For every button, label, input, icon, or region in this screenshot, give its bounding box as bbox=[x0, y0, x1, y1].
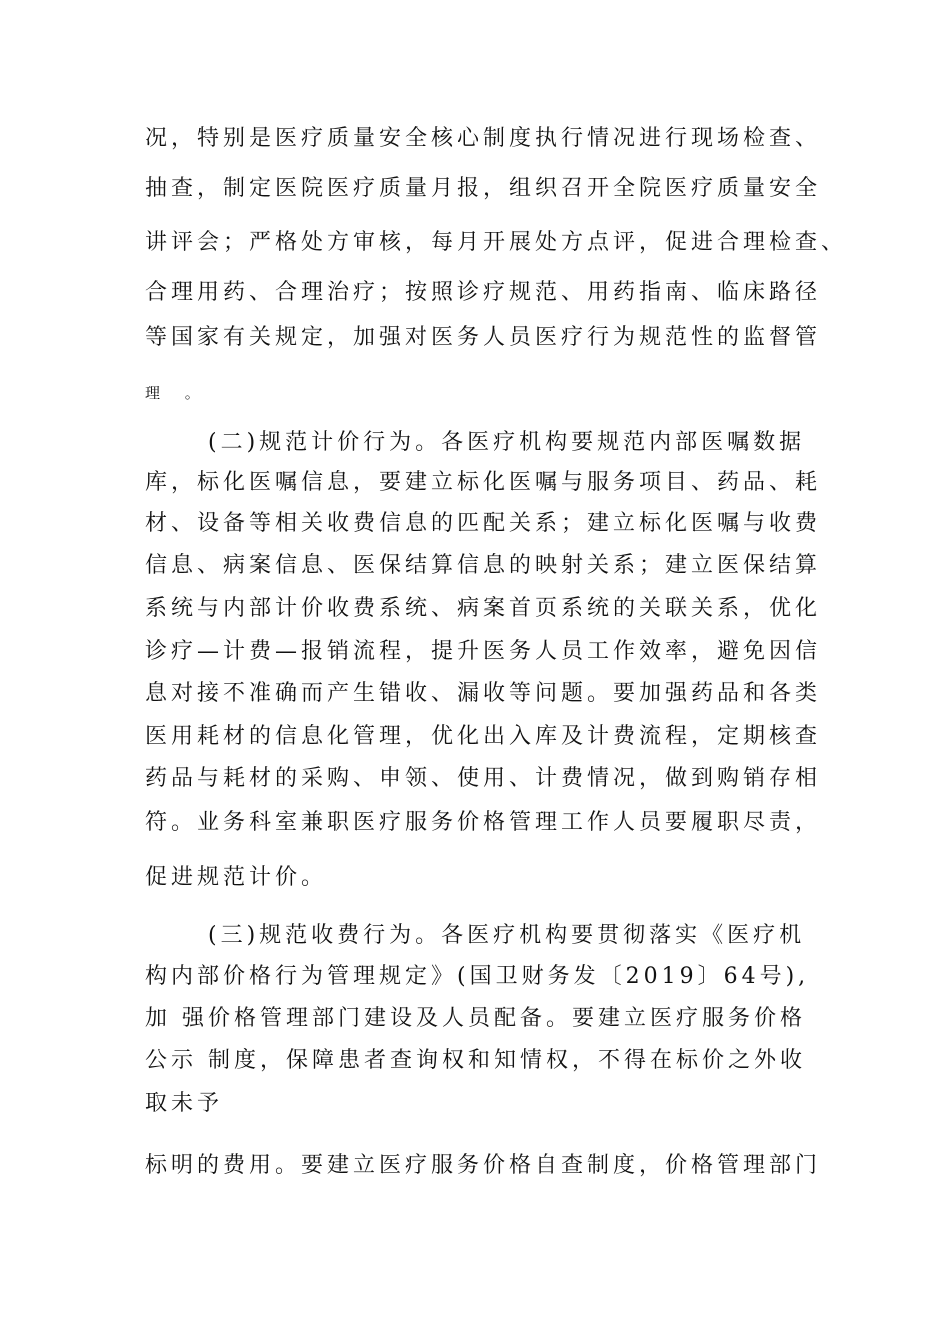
text-line: 加 强价格管理部门建设及人员配备。要建立医疗服务价格 bbox=[145, 1006, 806, 1031]
text-line: 材、设备等相关收费信息的匹配关系；建立标化医嘱与收费 bbox=[145, 511, 822, 536]
text-line: 信息、病案信息、医保结算信息的映射关系；建立医保结算 bbox=[145, 553, 822, 578]
text-line: 公示 制度，保障患者查询权和知情权，不得在标价之外收 bbox=[145, 1048, 806, 1073]
text-line: 取未予 bbox=[145, 1091, 224, 1116]
text-line: 标明的费用。要建立医疗服务价格自查制度，价格管理部门 bbox=[145, 1153, 822, 1178]
paragraph-heading: (二)规范计价行为。各医疗机构要规范内部医嘱数据 bbox=[208, 430, 806, 455]
text-line: 抽查，制定医院医疗质量月报，组织召开全院医疗质量安全 bbox=[145, 176, 822, 201]
text-line: 况，特别是医疗质量安全核心制度执行情况进行现场检查、 bbox=[145, 126, 822, 151]
text-line: 合理用药、合理治疗；按照诊疗规范、用药指南、临床路径 bbox=[145, 280, 822, 305]
paragraph-heading: (三)规范收费行为。各医疗机构要贯彻落实《医疗机 bbox=[208, 923, 806, 948]
text-line: 等国家有关规定，加强对医务人员医疗行为规范性的监督管 bbox=[145, 325, 822, 350]
text-line: 诊疗—计费—报销流程，提升医务人员工作效率，避免因信 bbox=[145, 639, 822, 664]
text-line: 息对接不准确而产生错收、漏收等问题。要加强药品和各类 bbox=[145, 681, 822, 706]
text-line: 系统与内部计价收费系统、病案首页系统的关联关系，优化 bbox=[145, 596, 822, 621]
text-line: 促进规范计价。 bbox=[145, 865, 328, 890]
text-line: 构内部价格行为管理规定》(国卫财务发〔2019〕64号), bbox=[145, 964, 810, 989]
text-line: 药品与耗材的采购、申领、使用、计费情况，做到购销存相 bbox=[145, 766, 822, 791]
text-line: 符。业务科室兼职医疗服务价格管理工作人员要履职尽责， bbox=[145, 810, 822, 835]
text-line: 库，标化医嘱信息，要建立标化医嘱与服务项目、药品、耗 bbox=[145, 470, 822, 495]
text-line: 医用耗材的信息化管理，优化出入库及计费流程，定期核查 bbox=[145, 724, 822, 749]
text-line: 理 。 bbox=[145, 384, 210, 402]
text-line: 讲评会；严格处方审核，每月开展处方点评，促进合理检查、 bbox=[145, 230, 848, 255]
